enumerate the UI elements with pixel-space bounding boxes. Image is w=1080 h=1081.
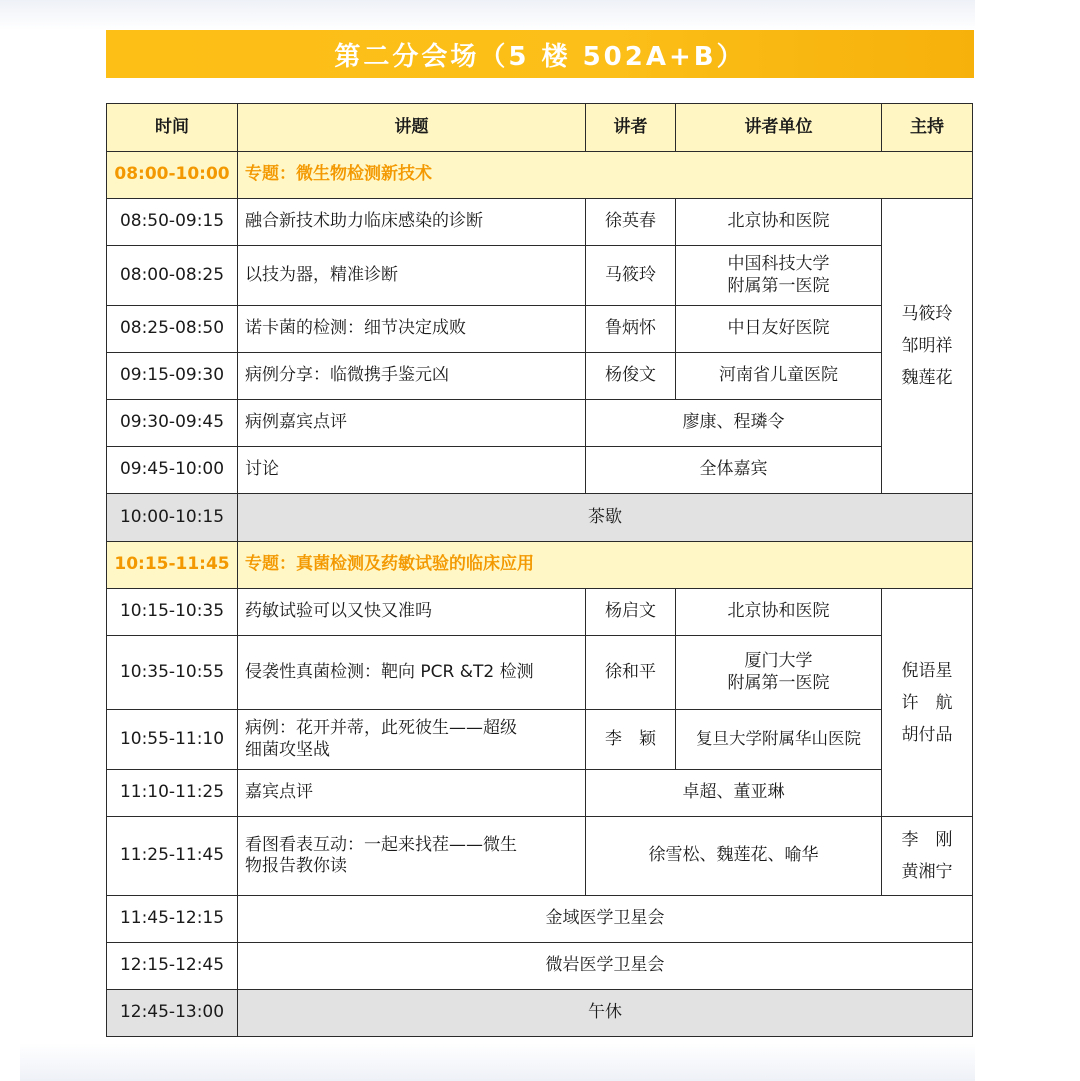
- topic-line: 病例：花开并蒂，此死彼生——超级: [245, 718, 517, 739]
- row-unit: 河南省儿童医院: [676, 353, 882, 400]
- row-topic: 病例嘉宾点评: [238, 400, 586, 447]
- row-label: 金域医学卫星会: [238, 896, 973, 943]
- row-unit: 复旦大学附属华山医院: [676, 710, 882, 770]
- row-topic: [238, 817, 586, 896]
- row-topic: 嘉宾点评: [238, 770, 586, 817]
- table-row: [107, 199, 973, 246]
- row-unit: [676, 246, 882, 306]
- table-row: [107, 246, 973, 306]
- page-top-background: [0, 0, 975, 30]
- host-name: 许 航: [901, 692, 953, 713]
- page-bottom-background: [20, 1043, 975, 1081]
- row-topic: 讨论: [238, 447, 586, 494]
- break-row: [107, 990, 973, 1037]
- break-label: 茶歇: [238, 494, 973, 542]
- table-row: [107, 636, 973, 710]
- row-unit: [676, 636, 882, 710]
- row-label: 微岩医学卫星会: [238, 943, 973, 990]
- row-time: 08:00-08:25: [107, 246, 238, 306]
- host-name: 胡付品: [901, 724, 953, 745]
- table-header-row: [107, 104, 973, 152]
- row-time: 11:45-12:15: [107, 896, 238, 943]
- break-time: 10:00-10:15: [107, 494, 238, 542]
- host-cell: [882, 817, 973, 896]
- row-speaker: 徐英春: [586, 199, 676, 246]
- host-name: 倪语星: [901, 660, 953, 681]
- satellite-row: [107, 896, 973, 943]
- unit-line: 附属第一医院: [727, 275, 830, 296]
- host-name: 黄湘宁: [901, 862, 953, 882]
- topic-line: 看图看表互动：一起来找茬——微生: [245, 834, 517, 855]
- row-time: 10:15-10:35: [107, 589, 238, 636]
- row-time: 09:45-10:00: [107, 447, 238, 494]
- row-time: 08:25-08:50: [107, 306, 238, 353]
- row-unit: 北京协和医院: [676, 199, 882, 246]
- section-row: [107, 542, 973, 589]
- row-speakers: 徐雪松、魏莲花、喻华: [586, 817, 882, 896]
- table-row: [107, 589, 973, 636]
- row-time: 09:15-09:30: [107, 353, 238, 400]
- header-speaker: 讲者: [586, 104, 676, 152]
- section-title: 专题：微生物检测新技术: [238, 152, 973, 199]
- row-time: 12:15-12:45: [107, 943, 238, 990]
- row-speaker: 马筱玲: [586, 246, 676, 306]
- row-unit: 北京协和医院: [676, 589, 882, 636]
- host-name: 邹明祥: [901, 336, 953, 356]
- venue-title: 第二分会场（5 楼 502A+B）: [334, 41, 746, 72]
- row-topic: 诺卡菌的检测：细节决定成败: [238, 306, 586, 353]
- unit-line: 附属第一医院: [727, 672, 830, 693]
- row-time: 09:30-09:45: [107, 400, 238, 447]
- schedule-table: [106, 103, 973, 1037]
- host-name: 李 刚: [901, 830, 953, 850]
- row-time: 08:50-09:15: [107, 199, 238, 246]
- table-row: [107, 710, 973, 770]
- row-unit: 中日友好医院: [676, 306, 882, 353]
- table-row: [107, 770, 973, 817]
- table-row: [107, 447, 973, 494]
- topic-line: 细菌攻坚战: [245, 739, 330, 760]
- host-cell: [882, 589, 973, 817]
- row-speakers: 卓超、董亚琳: [586, 770, 882, 817]
- row-speaker: 鲁炳怀: [586, 306, 676, 353]
- unit-line: 中国科技大学: [727, 254, 830, 275]
- row-speakers: 廖康、程璘令: [586, 400, 882, 447]
- header-host: 主持: [882, 104, 973, 152]
- section-row: [107, 152, 973, 199]
- host-name: 魏莲花: [901, 368, 953, 388]
- row-speakers: 全体嘉宾: [586, 447, 882, 494]
- row-time: 10:35-10:55: [107, 636, 238, 710]
- unit-line: 厦门大学: [744, 651, 813, 672]
- satellite-row: [107, 943, 973, 990]
- row-speaker: 徐和平: [586, 636, 676, 710]
- row-time: 11:25-11:45: [107, 817, 238, 896]
- host-cell: [882, 199, 973, 494]
- table-row: [107, 353, 973, 400]
- row-topic: 侵袭性真菌检测：靶向 PCR &T2 检测: [238, 636, 586, 710]
- section-time: 08:00-10:00: [107, 152, 238, 199]
- row-speaker: 杨俊文: [586, 353, 676, 400]
- row-speaker: 杨启文: [586, 589, 676, 636]
- row-topic: 以技为器，精准诊断: [238, 246, 586, 306]
- host-name: 马筱玲: [901, 304, 953, 324]
- section-title: 专题：真菌检测及药敏试验的临床应用: [238, 542, 973, 589]
- row-time: 11:10-11:25: [107, 770, 238, 817]
- row-time: 10:55-11:10: [107, 710, 238, 770]
- break-time: 12:45-13:00: [107, 990, 238, 1037]
- table-row: [107, 306, 973, 353]
- row-speaker: 李 颖: [586, 710, 676, 770]
- venue-banner: [106, 30, 974, 78]
- row-topic: 药敏试验可以又快又准吗: [238, 589, 586, 636]
- header-time: 时间: [107, 104, 238, 152]
- table-row: [107, 400, 973, 447]
- table-row: [107, 817, 973, 896]
- topic-line: 物报告教你读: [245, 856, 347, 876]
- break-label: 午休: [238, 990, 973, 1037]
- row-topic: 病例分享：临微携手鉴元凶: [238, 353, 586, 400]
- row-topic: 融合新技术助力临床感染的诊断: [238, 199, 586, 246]
- header-unit: 讲者单位: [676, 104, 882, 152]
- row-topic: [238, 710, 586, 770]
- break-row: [107, 494, 973, 542]
- section-time: 10:15-11:45: [107, 542, 238, 589]
- header-topic: 讲题: [238, 104, 586, 152]
